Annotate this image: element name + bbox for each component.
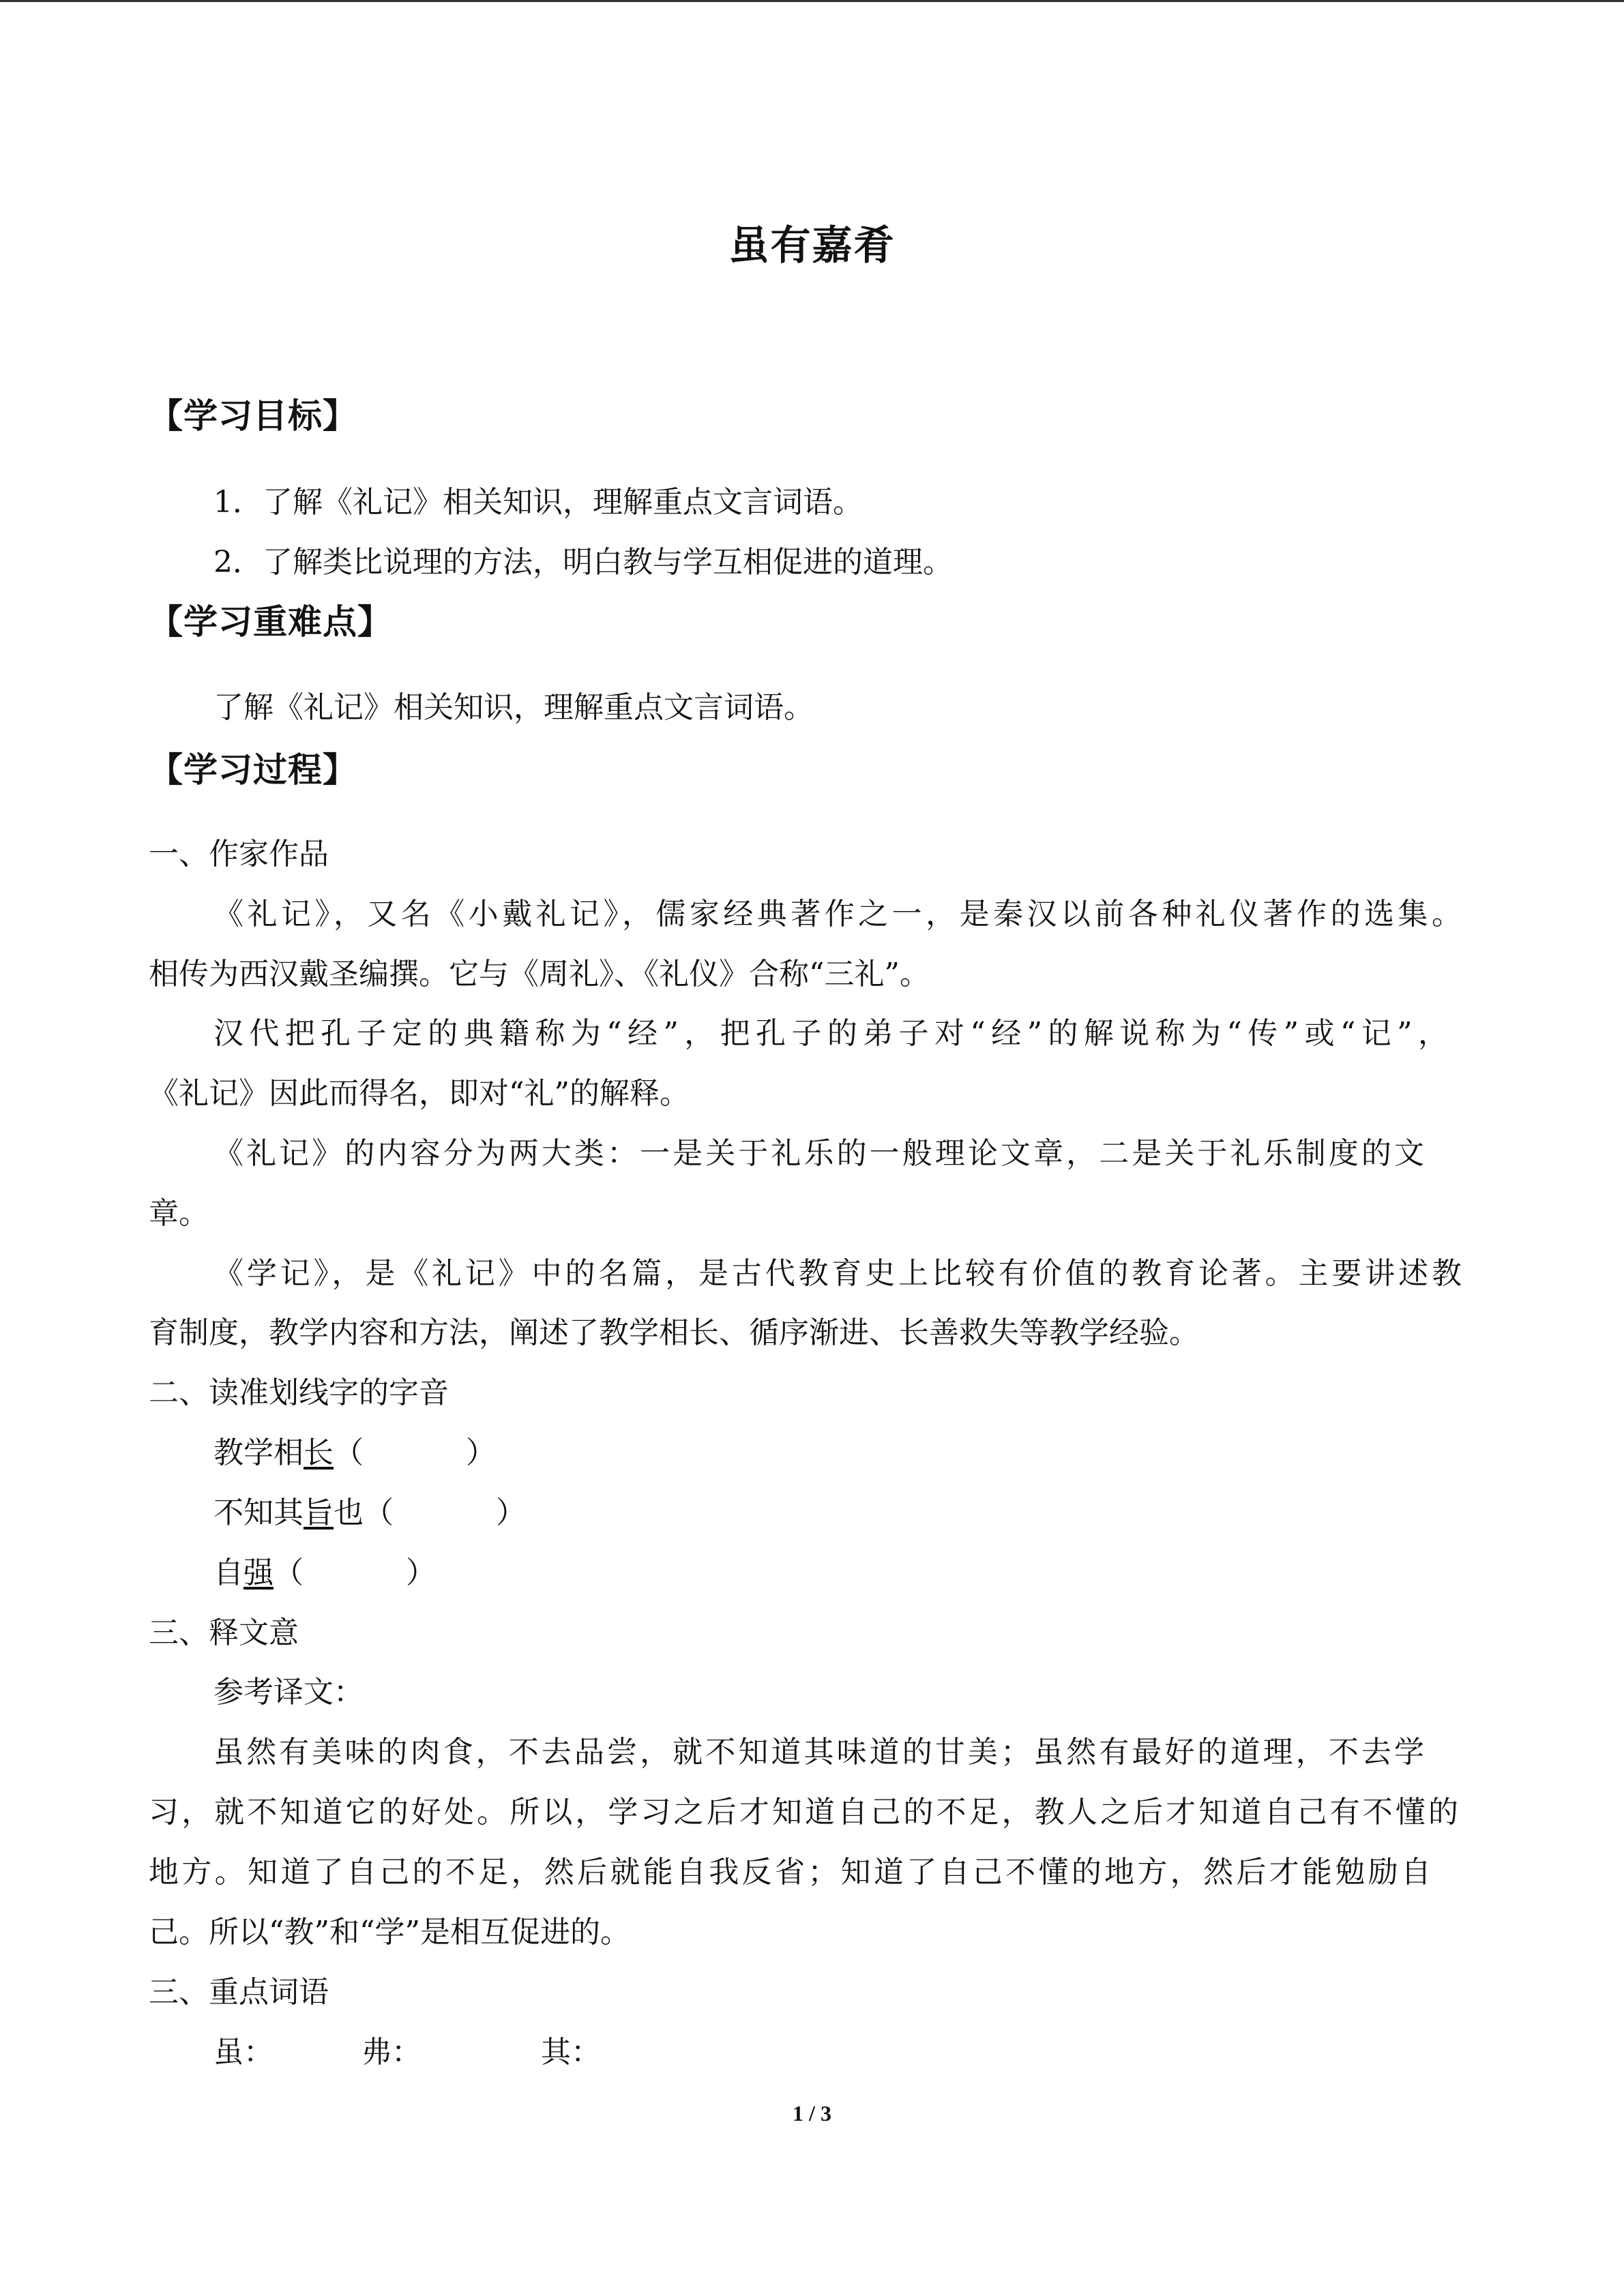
section-label: 一、作家作品 [149, 837, 329, 871]
word-prefix: 教学相 [213, 1435, 304, 1470]
heading-objectives: 【学习目标】 [149, 396, 357, 436]
paragraph-line: 汉代把孔子定的典籍称为“经”，把孔子的弟子对“经”的解说称为“传”或“记”， [213, 1016, 1448, 1051]
reference-label: 参考译文： [213, 1675, 364, 1710]
keyword-item: 其： [541, 2035, 601, 2070]
underlined-char: 强 [243, 1555, 274, 1590]
heading-key-points: 【学习重难点】 [149, 602, 392, 642]
paragraph-line: 《学记》，是《礼记》中的名篇，是古代教育史上比较有价值的教育论著。主要讲述教 [213, 1256, 1462, 1291]
word-prefix: 不知其 [213, 1495, 304, 1530]
key-points-text: 了解《礼记》相关知识，理解重点文言词语。 [213, 690, 814, 725]
page-title: 虽有嘉肴 [728, 222, 896, 269]
heading-process: 【学习过程】 [149, 750, 357, 790]
keyword-item: 虽： [213, 2035, 274, 2070]
closing-paren: ） [466, 1435, 496, 1470]
underlined-char: 旨 [304, 1495, 334, 1530]
paragraph-line: 相传为西汉戴圣编撰。它与《周礼》、《礼仪》合称“三礼”。 [149, 957, 930, 992]
objective-item: 2．了解类比说理的方法，明白教与学互相促进的道理。 [213, 545, 953, 580]
section-label: 二、读准划线字的字音 [149, 1375, 449, 1410]
section-label: 三、释文意 [149, 1615, 299, 1650]
word-suffix: （ [334, 1435, 364, 1470]
objective-item: 1．了解《礼记》相关知识，理解重点文言词语。 [213, 485, 863, 520]
translation-line: 地方。知道了自己的不足，然后就能自我反省；知道了自己不懂的地方，然后才能勉励自 [149, 1855, 1431, 1890]
pronunciation-item [213, 1428, 496, 1472]
word-suffix: （ [274, 1555, 304, 1590]
paragraph-line: 章。 [149, 1196, 209, 1231]
closing-paren: ） [496, 1495, 526, 1530]
translation-line: 虽然有美味的肉食，不去品尝，就不知道其味道的甘美；虽然有最好的道理，不去学 [213, 1735, 1424, 1770]
paragraph-line: 《礼记》的内容分为两大类：一是关于礼乐的一般理论文章，二是关于礼乐制度的文 [213, 1136, 1424, 1171]
paragraph-line: 育制度，教学内容和方法，阐述了教学相长、循序渐进、长善救失等教学经验。 [149, 1315, 1199, 1350]
word-suffix: 也（ [334, 1495, 394, 1530]
keyword-item: 弗： [361, 2035, 422, 2070]
section-label: 三、重点词语 [149, 1975, 329, 2010]
page-number: 1 / 3 [793, 2101, 831, 2126]
closing-paren: ） [406, 1555, 436, 1590]
pronunciation-item [213, 1488, 526, 1532]
paragraph-line: 《礼记》因此而得名，即对“礼”的解释。 [149, 1076, 690, 1111]
underlined-char: 长 [304, 1435, 334, 1470]
paragraph-line: 《礼记》，又名《小戴礼记》，儒家经典著作之一，是秦汉以前各种礼仪著作的选集。 [213, 897, 1462, 931]
pronunciation-item [213, 1548, 436, 1592]
word-prefix: 自 [213, 1555, 243, 1590]
translation-line: 己。所以“教”和“学”是相互促进的。 [149, 1915, 630, 1950]
translation-line: 习，就不知道它的好处。所以，学习之后才知道自己的不足，教人之后才知道自己有不懂的 [149, 1795, 1458, 1830]
